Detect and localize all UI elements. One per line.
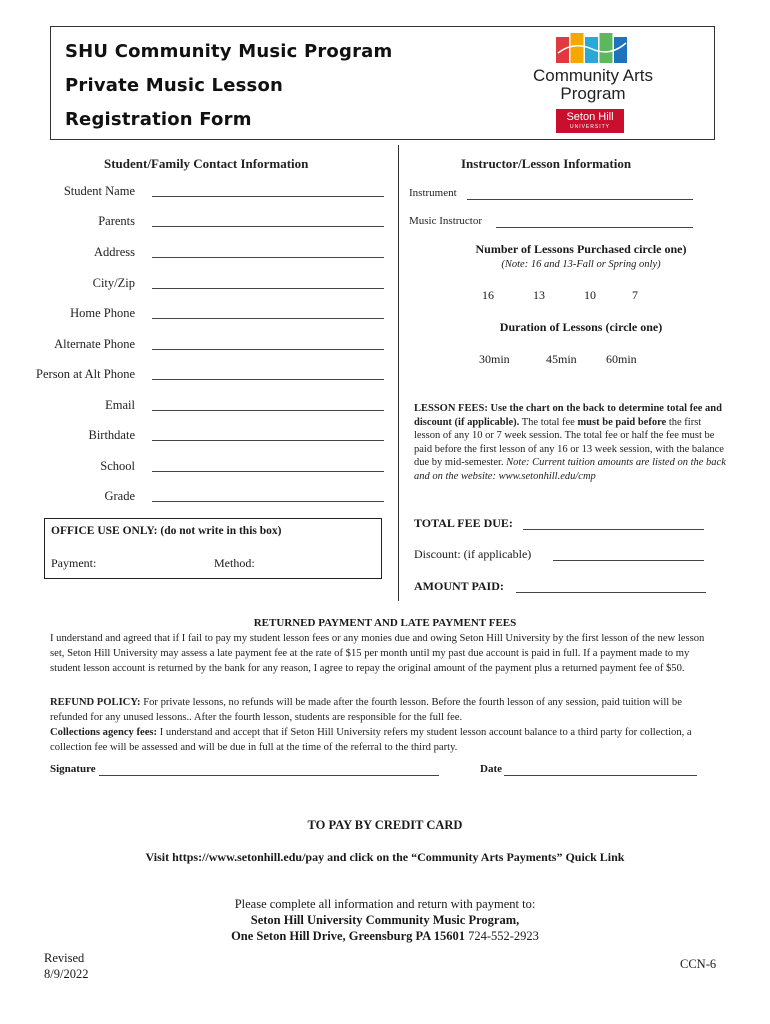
left-column-heading: Student/Family Contact Information <box>104 156 309 171</box>
title-line-1: SHU Community Music Program <box>65 41 393 62</box>
revised-label: Revised <box>44 951 85 965</box>
amount-paid-input[interactable] <box>516 592 706 593</box>
field-label: Email <box>105 398 135 412</box>
office-use-box <box>44 518 382 579</box>
lessons-note: (Note: 16 and 13-Fall or Spring only) <box>501 259 661 270</box>
office-payment-label: Payment: <box>51 556 97 570</box>
instrument-input[interactable] <box>467 199 693 200</box>
refund-policy <box>50 695 690 725</box>
title-line-3: Registration Form <box>65 109 252 130</box>
duration-option-60[interactable]: 60min <box>606 352 637 366</box>
org-phone: 724-552-2923 <box>468 929 539 943</box>
logo-name: Community Arts Program <box>533 66 653 103</box>
field-label: Birthdate <box>88 428 135 442</box>
lesson-fees-bold-1: LESSON FEES: Use the chart on the back to determine total fee and discount (if applicable). <box>414 403 722 428</box>
returned-payment-heading: RETURNED PAYMENT AND LATE PAYMENT FEES <box>253 617 517 629</box>
form-code: CCN-6 <box>680 957 717 971</box>
field-input[interactable] <box>152 288 384 289</box>
discount-input[interactable] <box>553 560 704 561</box>
date-input[interactable] <box>504 775 697 776</box>
field-label: School <box>100 459 135 473</box>
field-label: Person at Alt Phone <box>36 367 135 381</box>
field-label: Home Phone <box>70 306 135 320</box>
org-address-line <box>0 929 770 944</box>
credit-card-heading: TO PAY BY CREDIT CARD <box>307 818 463 832</box>
office-method-label: Method: <box>214 556 255 570</box>
field-input[interactable] <box>152 440 384 441</box>
lesson-fees-note: Note: Current tuition amounts are listed on the back and on the website: www.setonhill.edu/cmp <box>414 457 726 482</box>
right-column-heading: Instructor/Lesson Information <box>461 156 632 171</box>
duration-heading: Duration of Lessons (circle one) <box>499 320 663 334</box>
amount-paid-label: AMOUNT PAID: <box>414 579 504 593</box>
field-input[interactable] <box>152 379 384 380</box>
lesson-fees-info <box>414 402 728 483</box>
return-instructions: Please complete all information and return with payment to: <box>234 897 536 911</box>
header-box <box>50 26 715 140</box>
lesson-fees-bold-2: must be paid before <box>577 416 667 428</box>
discount-label: Discount: (if applicable) <box>414 547 532 561</box>
field-input[interactable] <box>152 349 384 350</box>
collections-label: Collections agency fees: <box>50 727 158 738</box>
field-input[interactable] <box>152 471 384 472</box>
field-input[interactable] <box>152 410 384 411</box>
music-instructor-label: Music Instructor <box>409 215 483 227</box>
field-input[interactable] <box>152 318 384 319</box>
org-name: Seton Hill University Community Music Program, <box>250 913 520 927</box>
field-label: Address <box>94 245 135 259</box>
credit-card-instructions: Visit https://www.setonhill.edu/pay and click on the “Community Arts Payments” Quick Link <box>145 850 625 864</box>
collections-text: I understand and accept that if Seton Hill University refers my student lesson account balance to a third party for collection, a collection fee will be assessed and will be due in full at the time of the referral to the third party. <box>50 727 692 753</box>
field-label: City/Zip <box>92 276 135 290</box>
refund-policy-text: For private lessons, no refunds will be made after the fourth lesson. Before the fourth lesson of any session, paid tuition will be refunded for any unused lessons.. After the fourth lesson, students are responsible for the full fee. <box>50 697 682 723</box>
logo-badge-sub: UNIVERSITY <box>569 124 610 130</box>
lesson-option-10[interactable]: 10 <box>584 288 596 302</box>
logo-badge-name: Seton Hill <box>566 111 614 123</box>
title-line-2: Private Music Lesson <box>65 75 284 96</box>
field-label: Student Name <box>63 184 135 198</box>
lesson-option-7[interactable]: 7 <box>632 288 638 302</box>
instrument-label: Instrument <box>409 187 457 199</box>
lesson-option-13[interactable]: 13 <box>533 288 545 302</box>
field-label: Alternate Phone <box>54 337 135 351</box>
lessons-heading: Number of Lessons Purchased circle one) <box>475 242 687 256</box>
collections-policy <box>50 725 710 755</box>
returned-payment-text: I understand and agreed that if I fail to pay my student lesson fees or any monies due and owing Seton Hill University by the first lesson of the new lesson set, Seton Hill University may assess a late payment fee at the rate of $15 per month until my past due account is paid in full. If a payment made to my student lesson account is returned by the bank for any reason, I agree to repay the original amount of the payment plus a returned payment fee of $50. <box>50 633 705 674</box>
seton-hill-logo <box>556 109 624 133</box>
column-divider <box>398 145 399 601</box>
revised-date: 8/9/2022 <box>44 967 89 981</box>
date-label: Date <box>480 763 502 775</box>
lesson-fees-text-1: The total fee <box>521 416 575 428</box>
signature-input[interactable] <box>99 775 439 776</box>
duration-option-45[interactable]: 45min <box>546 352 577 366</box>
org-address: One Seton Hill Drive, Greensburg PA 15601 <box>231 929 465 943</box>
music-instructor-input[interactable] <box>496 227 693 228</box>
total-fee-input[interactable] <box>523 529 704 530</box>
total-fee-label: TOTAL FEE DUE: <box>414 516 513 530</box>
duration-option-30[interactable]: 30min <box>479 352 510 366</box>
field-input[interactable] <box>152 226 384 227</box>
field-input[interactable] <box>152 501 384 502</box>
field-input[interactable] <box>152 196 384 197</box>
refund-policy-label: REFUND POLICY: <box>50 697 141 708</box>
lesson-option-16[interactable]: 16 <box>482 288 494 302</box>
field-input[interactable] <box>152 257 384 258</box>
community-arts-logo-icon <box>556 33 628 63</box>
lesson-fees-text-2: the first lesson of any 10 or 7 week session. The total fee or half the fee must be paid before the first lesson of any 16 or 13 week session, with the balance due by mid-semester. <box>414 416 724 468</box>
signature-label: Signature <box>50 763 96 775</box>
field-label: Parents <box>98 214 135 228</box>
field-label: Grade <box>104 489 135 503</box>
office-use-title: OFFICE USE ONLY: (do not write in this box) <box>51 525 282 537</box>
